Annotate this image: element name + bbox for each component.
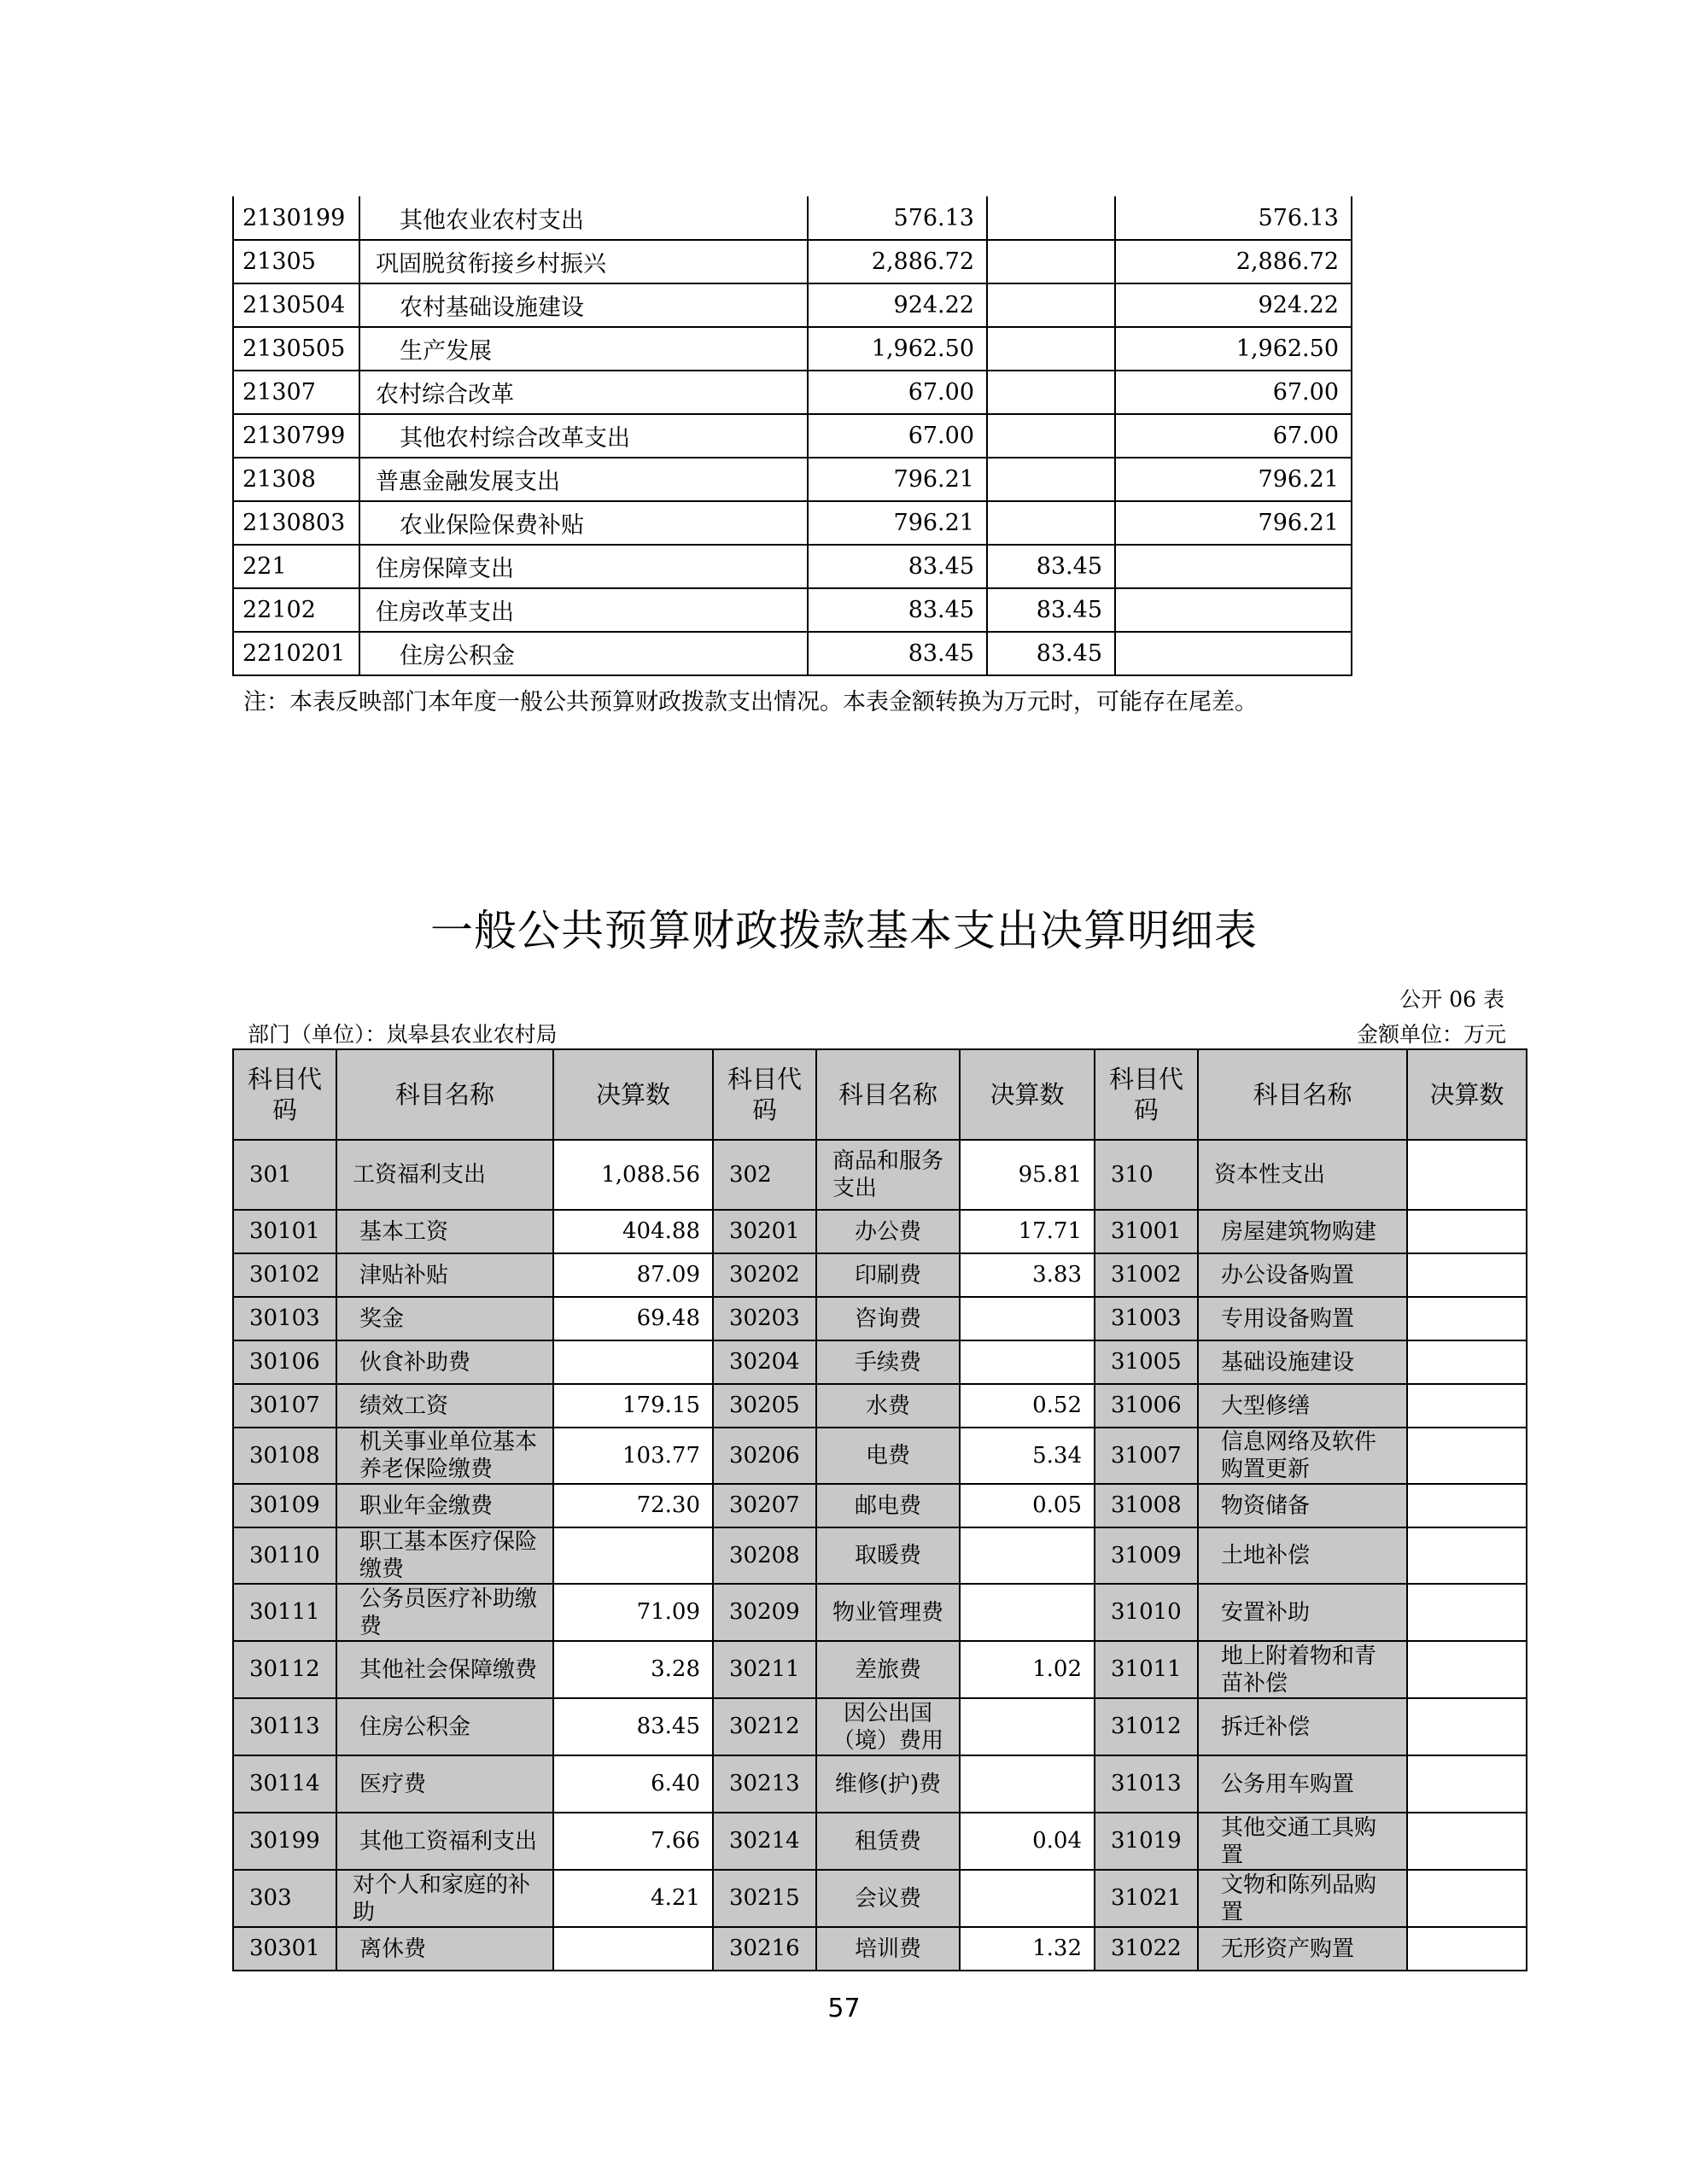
cell-amount — [960, 1870, 1095, 1927]
cell-name: 手续费 — [816, 1340, 960, 1384]
table-row — [233, 371, 1352, 414]
table-row — [233, 632, 1352, 675]
cell-basic — [987, 327, 1115, 371]
cell-basic — [987, 283, 1115, 327]
cell-name: 基础设施建设 — [1198, 1340, 1407, 1384]
cell-name: 印刷费 — [816, 1253, 960, 1297]
table-row — [233, 588, 1352, 632]
cell-project: 796.21 — [1115, 458, 1352, 501]
cell-code: 31008 — [1095, 1484, 1198, 1527]
cell-code: 31003 — [1095, 1297, 1198, 1340]
cell-name: 信息网络及软件购置更新 — [1198, 1428, 1407, 1484]
cell-name: 拆迁补偿 — [1198, 1698, 1407, 1755]
cell-name: 地上附着物和青苗补偿 — [1198, 1641, 1407, 1698]
cell-code: 31005 — [1095, 1340, 1198, 1384]
cell-code: 30106 — [233, 1340, 336, 1384]
cell-amount: 4.21 — [553, 1870, 713, 1927]
table-row — [233, 501, 1352, 545]
table-row — [233, 1484, 1527, 1527]
cell-code: 30301 — [233, 1927, 336, 1971]
cell-code: 21308 — [233, 458, 359, 501]
cell-code: 30102 — [233, 1253, 336, 1297]
cell-amount — [1407, 1210, 1527, 1253]
cell-name: 工资福利支出 — [336, 1140, 553, 1210]
cell-name: 办公费 — [816, 1210, 960, 1253]
cell-name: 职业年金缴费 — [336, 1484, 553, 1527]
cell-code: 31010 — [1095, 1584, 1198, 1641]
cell-amount: 95.81 — [960, 1140, 1095, 1210]
cell-code: 30205 — [713, 1384, 816, 1428]
cell-amount — [1407, 1641, 1527, 1698]
table-row — [233, 1870, 1527, 1927]
cell-code: 30212 — [713, 1698, 816, 1755]
cell-code: 301 — [233, 1140, 336, 1210]
cell-amount — [1407, 1340, 1527, 1384]
cell-name: 机关事业单位基本养老保险缴费 — [336, 1428, 553, 1484]
cell-code: 221 — [233, 545, 359, 588]
table-row — [233, 1210, 1527, 1253]
cell-name: 商品和服务支出 — [816, 1140, 960, 1210]
cell-name: 物业管理费 — [816, 1584, 960, 1641]
cell-amount: 0.04 — [960, 1813, 1095, 1870]
table-row — [233, 458, 1352, 501]
cell-name: 住房改革支出 — [359, 588, 808, 632]
cell-code: 31011 — [1095, 1641, 1198, 1698]
cell-code: 310 — [1095, 1140, 1198, 1210]
table-row — [233, 1641, 1527, 1698]
cell-project — [1115, 588, 1352, 632]
header-cell: 科目代码 — [233, 1049, 336, 1140]
cell-amount — [1407, 1927, 1527, 1971]
header-cell: 科目名称 — [1198, 1049, 1407, 1140]
cell-name: 奖金 — [336, 1297, 553, 1340]
cell-total: 67.00 — [808, 371, 987, 414]
cell-name: 住房保障支出 — [359, 545, 808, 588]
cell-code: 31012 — [1095, 1698, 1198, 1755]
cell-amount: 5.34 — [960, 1428, 1095, 1484]
cell-amount: 83.45 — [553, 1698, 713, 1755]
table-row — [233, 327, 1352, 371]
cell-amount — [1407, 1755, 1527, 1813]
cell-name: 租赁费 — [816, 1813, 960, 1870]
cell-basic — [987, 240, 1115, 283]
cell-amount — [1407, 1813, 1527, 1870]
cell-code: 21307 — [233, 371, 359, 414]
cell-code: 30109 — [233, 1484, 336, 1527]
cell-code: 31009 — [1095, 1527, 1198, 1584]
cell-code: 30207 — [713, 1484, 816, 1527]
cell-name: 大型修缮 — [1198, 1384, 1407, 1428]
cell-code: 30101 — [233, 1210, 336, 1253]
cell-amount: 179.15 — [553, 1384, 713, 1428]
table-row — [233, 1527, 1527, 1584]
cell-amount: 0.05 — [960, 1484, 1095, 1527]
cell-amount — [1407, 1698, 1527, 1755]
cell-code: 30107 — [233, 1384, 336, 1428]
cell-code: 30208 — [713, 1527, 816, 1584]
cell-name: 水费 — [816, 1384, 960, 1428]
cell-amount: 103.77 — [553, 1428, 713, 1484]
cell-name: 因公出国（境）费用 — [816, 1698, 960, 1755]
table-row — [233, 1384, 1527, 1428]
cell-code: 30215 — [713, 1870, 816, 1927]
cell-code: 30201 — [713, 1210, 816, 1253]
cell-amount: 7.66 — [553, 1813, 713, 1870]
cell-amount — [1407, 1140, 1527, 1210]
cell-total: 83.45 — [808, 545, 987, 588]
cell-name: 其他农村综合改革支出 — [359, 414, 808, 458]
cell-amount — [1407, 1584, 1527, 1641]
cell-name: 电费 — [816, 1428, 960, 1484]
cell-total: 796.21 — [808, 501, 987, 545]
table-row — [233, 283, 1352, 327]
cell-code: 30203 — [713, 1297, 816, 1340]
cell-code: 30216 — [713, 1927, 816, 1971]
cell-code: 30211 — [713, 1641, 816, 1698]
cell-amount: 3.28 — [553, 1641, 713, 1698]
cell-basic — [987, 501, 1115, 545]
page-number: 57 — [827, 1994, 861, 2023]
cell-basic — [987, 196, 1115, 240]
cell-name: 安置补助 — [1198, 1584, 1407, 1641]
table-row — [233, 1755, 1527, 1813]
detail-table — [232, 1048, 1527, 1971]
cell-code: 30108 — [233, 1428, 336, 1484]
cell-code: 30111 — [233, 1584, 336, 1641]
cell-name: 办公设备购置 — [1198, 1253, 1407, 1297]
cell-total: 576.13 — [808, 196, 987, 240]
table-note: 注：本表反映部门本年度一般公共预算财政拨款支出情况。本表金额转换为万元时，可能存在尾差。 — [243, 689, 1258, 715]
table-row — [233, 1698, 1527, 1755]
cell-name: 其他农业农村支出 — [359, 196, 808, 240]
cell-total: 83.45 — [808, 632, 987, 675]
cell-amount — [1407, 1384, 1527, 1428]
cell-code: 2130803 — [233, 501, 359, 545]
department-label: 部门（单位）：岚皋县农业农村局 — [248, 1022, 558, 1047]
table-row — [233, 545, 1352, 588]
cell-name: 会议费 — [816, 1870, 960, 1927]
cell-amount — [960, 1698, 1095, 1755]
cell-amount: 69.48 — [553, 1297, 713, 1340]
cell-code: 22102 — [233, 588, 359, 632]
cell-amount: 87.09 — [553, 1253, 713, 1297]
top-table — [232, 196, 1352, 676]
cell-total: 1,962.50 — [808, 327, 987, 371]
cell-amount — [1407, 1870, 1527, 1927]
cell-amount — [960, 1297, 1095, 1340]
cell-code: 30214 — [713, 1813, 816, 1870]
table-row — [233, 414, 1352, 458]
cell-code: 31006 — [1095, 1384, 1198, 1428]
cell-amount — [1407, 1484, 1527, 1527]
table-row — [233, 1340, 1527, 1384]
cell-amount — [1407, 1428, 1527, 1484]
cell-code: 30112 — [233, 1641, 336, 1698]
cell-name: 无形资产购置 — [1198, 1927, 1407, 1971]
cell-amount — [553, 1527, 713, 1584]
cell-basic — [987, 414, 1115, 458]
cell-name: 巩固脱贫衔接乡村振兴 — [359, 240, 808, 283]
cell-basic: 83.45 — [987, 632, 1115, 675]
cell-name: 专用设备购置 — [1198, 1297, 1407, 1340]
cell-name: 生产发展 — [359, 327, 808, 371]
cell-total: 2,886.72 — [808, 240, 987, 283]
cell-code: 31002 — [1095, 1253, 1198, 1297]
cell-name: 津贴补贴 — [336, 1253, 553, 1297]
cell-name: 对个人和家庭的补助 — [336, 1870, 553, 1927]
cell-name: 职工基本医疗保险缴费 — [336, 1527, 553, 1584]
table-row — [233, 196, 1352, 240]
cell-name: 房屋建筑物购建 — [1198, 1210, 1407, 1253]
cell-code: 30114 — [233, 1755, 336, 1813]
cell-code: 30202 — [713, 1253, 816, 1297]
cell-name: 土地补偿 — [1198, 1527, 1407, 1584]
table-row — [233, 1297, 1527, 1340]
cell-name: 农村基础设施建设 — [359, 283, 808, 327]
cell-name: 其他社会保障缴费 — [336, 1641, 553, 1698]
table-code: 公开 06 表 — [1399, 987, 1504, 1012]
cell-amount — [553, 1927, 713, 1971]
cell-basic — [987, 458, 1115, 501]
cell-name: 资本性支出 — [1198, 1140, 1407, 1210]
cell-code: 31022 — [1095, 1927, 1198, 1971]
cell-name: 公务员医疗补助缴费 — [336, 1584, 553, 1641]
cell-basic: 83.45 — [987, 545, 1115, 588]
cell-basic: 83.45 — [987, 588, 1115, 632]
cell-amount: 0.52 — [960, 1384, 1095, 1428]
cell-code: 2130505 — [233, 327, 359, 371]
header-cell: 科目名称 — [816, 1049, 960, 1140]
cell-code: 31001 — [1095, 1210, 1198, 1253]
cell-project — [1115, 632, 1352, 675]
header-cell: 决算数 — [960, 1049, 1095, 1140]
table-row — [233, 240, 1352, 283]
cell-name: 培训费 — [816, 1927, 960, 1971]
cell-amount — [960, 1584, 1095, 1641]
cell-project: 924.22 — [1115, 283, 1352, 327]
cell-amount: 72.30 — [553, 1484, 713, 1527]
cell-code: 2130199 — [233, 196, 359, 240]
cell-amount: 1.32 — [960, 1927, 1095, 1971]
cell-name: 邮电费 — [816, 1484, 960, 1527]
cell-total: 924.22 — [808, 283, 987, 327]
cell-code: 30209 — [713, 1584, 816, 1641]
header-cell: 决算数 — [1407, 1049, 1527, 1140]
cell-code: 30113 — [233, 1698, 336, 1755]
table-row — [233, 1813, 1527, 1870]
cell-project: 67.00 — [1115, 371, 1352, 414]
header-cell: 决算数 — [553, 1049, 713, 1140]
cell-code: 31019 — [1095, 1813, 1198, 1870]
cell-project — [1115, 545, 1352, 588]
cell-amount — [1407, 1527, 1527, 1584]
cell-project: 2,886.72 — [1115, 240, 1352, 283]
cell-name: 基本工资 — [336, 1210, 553, 1253]
cell-code: 30206 — [713, 1428, 816, 1484]
cell-amount — [1407, 1297, 1527, 1340]
cell-amount: 71.09 — [553, 1584, 713, 1641]
cell-amount: 404.88 — [553, 1210, 713, 1253]
cell-name: 住房公积金 — [336, 1698, 553, 1755]
cell-name: 维修(护)费 — [816, 1755, 960, 1813]
cell-name: 普惠金融发展支出 — [359, 458, 808, 501]
cell-amount — [960, 1755, 1095, 1813]
cell-code: 31013 — [1095, 1755, 1198, 1813]
cell-name: 绩效工资 — [336, 1384, 553, 1428]
cell-code: 30213 — [713, 1755, 816, 1813]
cell-code: 31021 — [1095, 1870, 1198, 1927]
cell-code: 21305 — [233, 240, 359, 283]
cell-name: 离休费 — [336, 1927, 553, 1971]
cell-project: 796.21 — [1115, 501, 1352, 545]
cell-code: 30110 — [233, 1527, 336, 1584]
header-cell: 科目名称 — [336, 1049, 553, 1140]
cell-name: 文物和陈列品购置 — [1198, 1870, 1407, 1927]
cell-code: 30103 — [233, 1297, 336, 1340]
cell-code: 302 — [713, 1140, 816, 1210]
header-row — [233, 1049, 1527, 1140]
cell-code: 31007 — [1095, 1428, 1198, 1484]
cell-basic — [987, 371, 1115, 414]
cell-name: 医疗费 — [336, 1755, 553, 1813]
cell-code: 30199 — [233, 1813, 336, 1870]
cell-code: 2130799 — [233, 414, 359, 458]
cell-code: 2210201 — [233, 632, 359, 675]
cell-name: 取暖费 — [816, 1527, 960, 1584]
cell-project: 576.13 — [1115, 196, 1352, 240]
header-cell: 科目代码 — [713, 1049, 816, 1140]
cell-code: 303 — [233, 1870, 336, 1927]
cell-name: 差旅费 — [816, 1641, 960, 1698]
cell-amount — [1407, 1253, 1527, 1297]
cell-name: 咨询费 — [816, 1297, 960, 1340]
cell-name: 公务用车购置 — [1198, 1755, 1407, 1813]
cell-code: 30204 — [713, 1340, 816, 1384]
table-title: 一般公共预算财政拨款基本支出决算明细表 — [430, 906, 1258, 955]
cell-amount: 3.83 — [960, 1253, 1095, 1297]
cell-code: 2130504 — [233, 283, 359, 327]
cell-project: 1,962.50 — [1115, 327, 1352, 371]
cell-name: 物资储备 — [1198, 1484, 1407, 1527]
cell-total: 83.45 — [808, 588, 987, 632]
cell-name: 其他交通工具购置 — [1198, 1813, 1407, 1870]
cell-amount: 17.71 — [960, 1210, 1095, 1253]
cell-name: 其他工资福利支出 — [336, 1813, 553, 1870]
table-row — [233, 1253, 1527, 1297]
table-row — [233, 1140, 1527, 1210]
cell-amount: 6.40 — [553, 1755, 713, 1813]
cell-name: 伙食补助费 — [336, 1340, 553, 1384]
table-row — [233, 1428, 1527, 1484]
cell-amount: 1.02 — [960, 1641, 1095, 1698]
cell-name: 住房公积金 — [359, 632, 808, 675]
cell-project: 67.00 — [1115, 414, 1352, 458]
amount-unit-label: 金额单位：万元 — [1356, 1022, 1506, 1047]
cell-amount — [960, 1340, 1095, 1384]
cell-amount — [553, 1340, 713, 1384]
cell-amount: 1,088.56 — [553, 1140, 713, 1210]
table-row — [233, 1927, 1527, 1971]
cell-total: 67.00 — [808, 414, 987, 458]
header-cell: 科目代码 — [1095, 1049, 1198, 1140]
cell-name: 农业保险保费补贴 — [359, 501, 808, 545]
cell-name: 农村综合改革 — [359, 371, 808, 414]
cell-amount — [960, 1527, 1095, 1584]
cell-total: 796.21 — [808, 458, 987, 501]
table-row — [233, 1584, 1527, 1641]
